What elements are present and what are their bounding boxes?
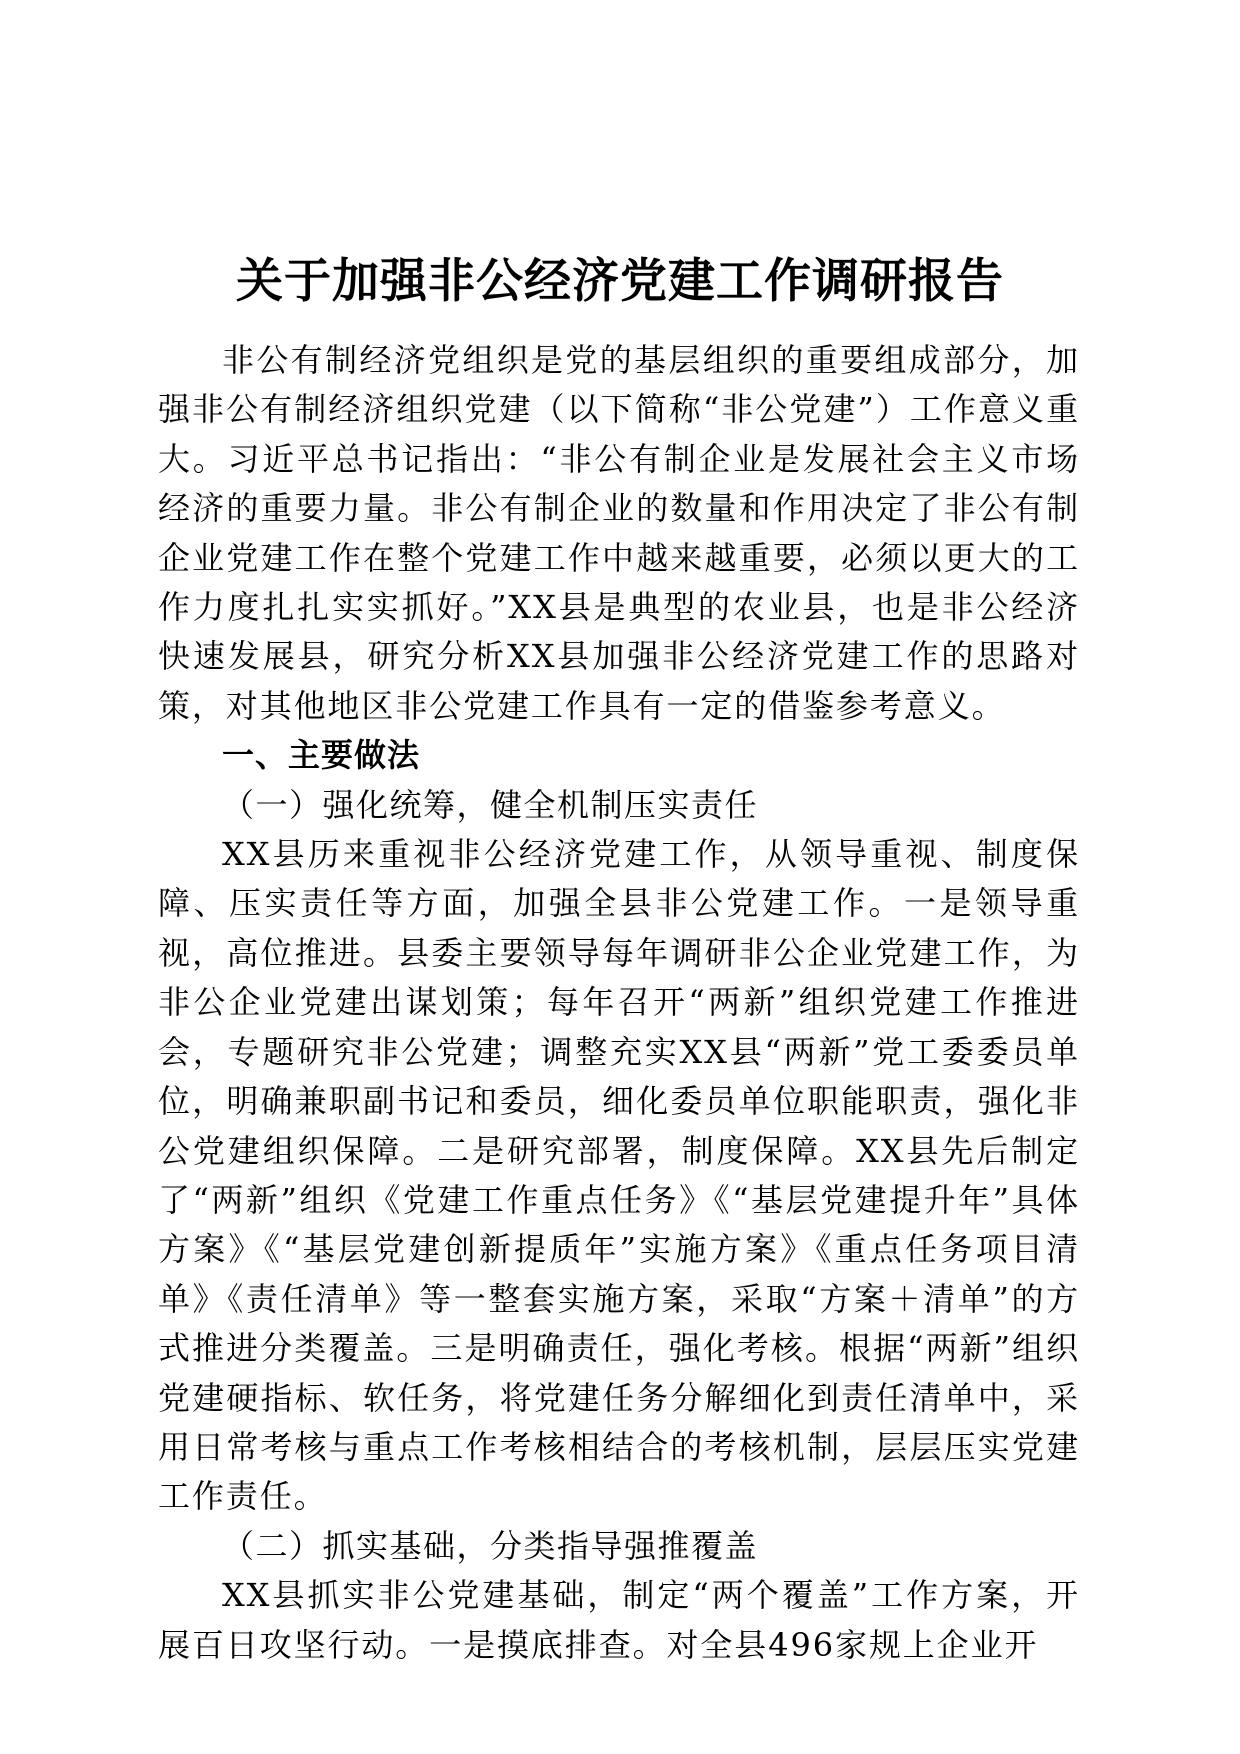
document-title: 关于加强非公经济党建工作调研报告 xyxy=(236,254,1004,309)
section-heading-main-practices: 一、主要做法 xyxy=(222,736,421,775)
subsection-heading-1: （一）强化统筹，健全机制压实责任 xyxy=(222,785,759,824)
subsection-1-paragraph: XX县历来重视非公经济党建工作，从领导重视、制度保障、压实责任等方面，加强全县非公党建工作。一是领导重视，高位推进。县委主要领导每年调研非公企业党建工作，为非公企业党建出谋划策；每年召开“两新”组织党建工作推进会，专题研究非公党建；调整充实XX县“两新”党工委委员单位，明确兼职副书记和委员，细化委员单位职能职责，强化非公党建组织保障。二是研究部署，制度保障。XX县先后制定了“两新”组织《党建工作重点任务》《“基层党建提升年”具体方案》《“基层党建创新提质年”实施方案》《重点任务项目清单》《责任清单》等一整套实施方案，采取“方案＋清单”的方式推进分类覆盖。三是明确责任，强化考核。根据“两新”组织党建硬指标、软任务，将党建任务分解细化到责任清单中，采用日常考核与重点工作考核相结合的考核机制，层层压实党建工作责任。 xyxy=(158,835,1080,1516)
document-body xyxy=(158,336,1080,1670)
subsection-2-paragraph: XX县抓实非公党建基础，制定“两个覆盖”工作方案，开展百日攻坚行动。一是摸底排查。对全县496家规上企业开 xyxy=(158,1576,1080,1664)
intro-paragraph: 非公有制经济党组织是党的基层组织的重要组成部分，加强非公有制经济组织党建（以下简称“非公党建”）工作意义重大。习近平总书记指出：“非公有制企业是发展社会主义市场经济的重要力量。非公有制企业的数量和作用决定了非公有制企业党建工作在整个党建工作中越来越重要，必须以更大的工作力度扎扎实实抓好。”XX县是典型的农业县，也是非公经济快速发展县，研究分析XX县加强非公经济党建工作的思路对策，对其他地区非公党建工作具有一定的借鉴参考意义。 xyxy=(158,341,1080,725)
subsection-heading-2: （二）抓实基础，分类指导强推覆盖 xyxy=(222,1526,759,1565)
